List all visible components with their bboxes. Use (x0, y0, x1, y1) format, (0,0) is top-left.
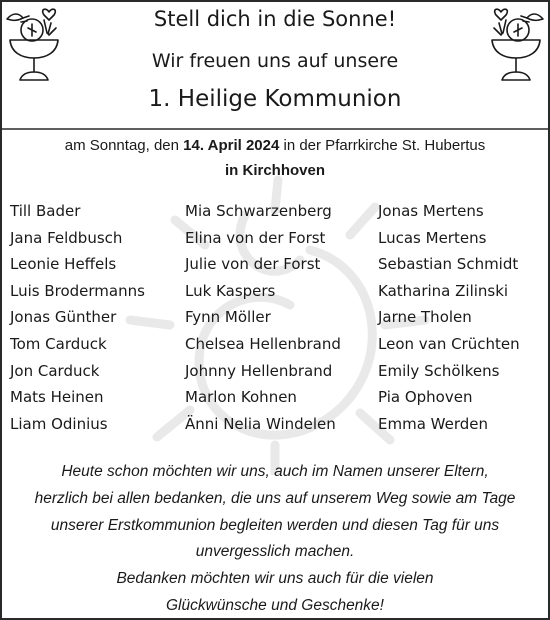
event-place: in Kirchhoven (224, 162, 325, 179)
name-item: Marlon Kohnen (185, 388, 297, 407)
names-column-3 (378, 198, 520, 437)
name-item: Leonie Heffels (10, 255, 117, 274)
name-item: Luk Kaspers (185, 281, 276, 300)
name-item: Johnny Hellenbrand (185, 361, 333, 380)
name-item: Katharina Zilinski (378, 281, 509, 300)
message-line: Glückwünsche und Geschenke! (166, 596, 384, 614)
name-item: Elina von der Forst (185, 228, 326, 247)
message-line: herzlich bei allen bedanken, die uns auf unserem Weg sowie am Tage (34, 489, 516, 507)
event-date: 14. April 2024 (183, 137, 280, 154)
name-item: Jonas Mertens (378, 202, 484, 220)
name-item: Luis Brodermanns (10, 281, 145, 300)
name-item: Liam Odinius (10, 414, 108, 433)
name-item: Fynn Möller (185, 308, 271, 327)
name-item: Emily Schölkens (378, 361, 500, 380)
name-item: Chelsea Hellenbrand (185, 334, 341, 353)
name-item: Lucas Mertens (378, 228, 487, 247)
name-item: Sebastian Schmidt (378, 255, 519, 274)
name-item: Änni Nelia Windelen (185, 414, 336, 433)
name-item: Emma Werden (378, 414, 489, 433)
message-line: unvergesslich machen. (195, 543, 355, 561)
date-prefix: am Sonntag, den (64, 137, 184, 154)
name-item: Jonas Günther (10, 308, 117, 327)
names-column-1 (10, 198, 145, 437)
message-line: unserer Erstkommunion begleiten werden und diesen Tag für uns (50, 516, 500, 534)
message-line: Heute schon möchten wir uns, auch im Namen unserer Eltern, (61, 463, 489, 480)
name-item: Jarne Tholen (378, 308, 472, 327)
name-item: Till Bader (10, 202, 81, 220)
heading-occasion: 1. Heilige Kommunion (148, 86, 402, 112)
heading-title: Stell dich in die Sonne! (153, 7, 397, 31)
name-item: Mats Heinen (10, 388, 104, 407)
name-item: Julie von der Forst (185, 255, 321, 274)
name-item: Jana Feldbusch (10, 228, 123, 247)
heading-subtitle: Wir freuen uns auf unsere (151, 50, 399, 72)
name-item: Mia Schwarzenberg (185, 202, 332, 220)
name-item: Jon Carduck (10, 361, 100, 380)
names-column-2 (185, 198, 341, 437)
event-date-line (0, 137, 550, 154)
name-item: Pia Ophoven (378, 388, 473, 407)
thank-you-message (0, 459, 550, 620)
date-suffix: in der Pfarrkirche St. Hubertus (279, 137, 486, 154)
message-line: Bedanken möchten wir uns auch für die vielen (116, 570, 434, 588)
name-item: Leon van Crüchten (378, 334, 520, 353)
name-item: Tom Carduck (10, 334, 107, 353)
